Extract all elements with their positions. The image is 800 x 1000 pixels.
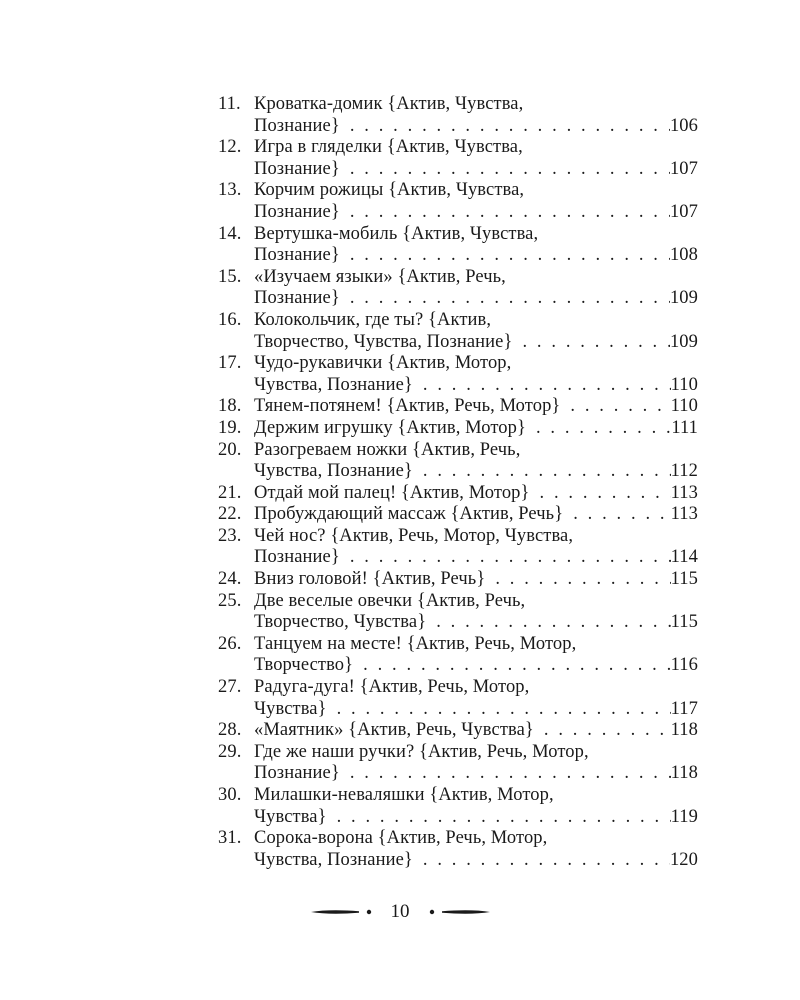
toc-entry-line xyxy=(218,288,698,310)
toc-entry xyxy=(218,137,698,180)
toc-entry-title: Танцуем на месте! {Актив, Речь, Мотор, xyxy=(254,633,577,654)
toc-entry-page: 110 xyxy=(670,396,698,417)
toc-entry-line xyxy=(218,483,698,505)
toc-leader-dots xyxy=(340,116,670,138)
toc-entry-line xyxy=(218,504,698,526)
toc-entry-number: 19. xyxy=(218,417,242,438)
toc-leader-dots xyxy=(340,245,670,267)
toc-leader-dots xyxy=(485,569,670,591)
toc-leader-dots xyxy=(327,807,671,829)
toc-entry-number: 16. xyxy=(218,309,242,330)
toc-entry-page: 113 xyxy=(670,482,698,503)
left-ornament-icon xyxy=(309,907,379,917)
toc-leader-dots xyxy=(426,612,670,634)
toc-entry xyxy=(218,224,698,267)
toc-entry-page: 112 xyxy=(670,461,698,482)
toc-entry-number: 21. xyxy=(218,482,242,503)
toc-entry-page: 113 xyxy=(670,504,698,525)
toc-entry-line xyxy=(218,137,698,159)
toc-entry-line xyxy=(218,224,698,246)
toc-leader-dots xyxy=(340,547,671,569)
toc-entry-line xyxy=(218,634,698,656)
toc-entry-page: 110 xyxy=(670,374,698,395)
toc-entry-line xyxy=(218,807,698,829)
toc-entry-line xyxy=(218,180,698,202)
toc-leader-dots xyxy=(413,850,670,872)
toc-entry-page: 117 xyxy=(670,698,698,719)
toc-entry xyxy=(218,828,698,871)
toc-entry-title: «Изучаем языки» {Актив, Речь, xyxy=(254,266,506,287)
right-ornament-icon xyxy=(422,907,492,917)
toc-entry-line xyxy=(218,547,698,569)
toc-entry-number: 12. xyxy=(218,137,242,158)
toc-leader-dots xyxy=(340,288,670,310)
toc-entry-line xyxy=(218,612,698,634)
toc-entry-title: Пробуждающий массаж {Актив, Речь} xyxy=(254,504,564,525)
toc-entry-page: 115 xyxy=(670,612,698,633)
toc-entry-title: Чувства, Познание} xyxy=(254,461,413,482)
toc-entry-title: Чудо-рукавички {Актив, Мотор, xyxy=(254,353,512,374)
toc-leader-dots xyxy=(534,720,671,742)
toc-entry-line xyxy=(218,267,698,289)
toc-entry-line xyxy=(218,526,698,548)
toc-entry-page: 107 xyxy=(669,158,698,179)
page-number: 10 xyxy=(390,901,410,922)
toc-entry-line xyxy=(218,353,698,375)
toc-entry-number: 31. xyxy=(218,828,242,849)
toc-entry xyxy=(218,526,698,569)
toc-entry-line xyxy=(218,245,698,267)
toc-entry-page: 116 xyxy=(670,655,698,676)
toc-entry-title: Вертушка-мобиль {Актив, Чувства, xyxy=(254,223,539,244)
toc-entry-number: 30. xyxy=(218,785,242,805)
toc-entry-title: Колокольчик, где ты? {Актив, xyxy=(254,309,492,330)
toc-entry-title: Две веселые овечки {Актив, Речь, xyxy=(254,590,526,611)
toc-entry-title: Познание} xyxy=(254,158,340,179)
page-footer xyxy=(0,899,800,925)
toc-entry-number: 25. xyxy=(218,590,242,611)
toc-entry-title: Милашки-неваляшки {Актив, Мотор, xyxy=(254,785,554,805)
toc-leader-dots xyxy=(560,396,670,418)
toc-entry xyxy=(218,785,698,828)
toc-entry-line xyxy=(218,655,698,677)
toc-entry-title: Разогреваем ножки {Актив, Речь, xyxy=(254,439,521,460)
toc-entry-title: Где же наши ручки? {Актив, Речь, Мотор, xyxy=(254,741,589,762)
toc-leader-dots xyxy=(353,655,670,677)
toc-entry-number: 11. xyxy=(218,94,241,114)
toc-entry-title: Радуга-дуга! {Актив, Речь, Мотор, xyxy=(254,677,530,698)
toc-entry-title: Чувства, Познание} xyxy=(254,374,413,395)
toc-entry-number: 15. xyxy=(218,266,242,287)
toc-entry-title: Игра в гляделки {Актив, Чувства, xyxy=(254,137,523,158)
toc-entry xyxy=(218,591,698,634)
toc-entry-title: «Маятник» {Актив, Речь, Чувства} xyxy=(254,720,534,741)
toc-entry-title: Чувства} xyxy=(254,806,327,827)
toc-entry-number: 17. xyxy=(218,353,242,374)
toc-entry xyxy=(218,180,698,223)
table-of-contents xyxy=(218,94,698,871)
toc-entry xyxy=(218,353,698,396)
toc-entry xyxy=(218,418,698,440)
toc-leader-dots xyxy=(526,418,671,440)
toc-entry-title: Познание} xyxy=(254,763,340,784)
toc-entry-line xyxy=(218,440,698,462)
toc-entry-line xyxy=(218,699,698,721)
toc-entry-line xyxy=(218,785,698,807)
toc-entry-number: 29. xyxy=(218,741,242,762)
toc-entry-number: 27. xyxy=(218,677,242,698)
toc-entry xyxy=(218,440,698,483)
toc-leader-dots xyxy=(563,504,670,526)
toc-entry-title: Держим игрушку {Актив, Мотор} xyxy=(254,417,526,438)
toc-entry-number: 23. xyxy=(218,525,242,546)
toc-entry xyxy=(218,569,698,591)
toc-entry xyxy=(218,634,698,677)
toc-entry-title: Кроватка-домик {Актив, Чувства, xyxy=(254,94,524,114)
toc-entry xyxy=(218,396,698,418)
toc-entry-title: Чувства, Познание} xyxy=(254,849,413,870)
toc-entry-line xyxy=(218,418,698,440)
toc-entry xyxy=(218,267,698,310)
toc-entry-title: Сорока-ворона {Актив, Речь, Мотор, xyxy=(254,828,548,849)
toc-entry xyxy=(218,677,698,720)
toc-entry-number: 26. xyxy=(218,633,242,654)
toc-entry-page: 118 xyxy=(670,763,698,784)
toc-entry-title: Познание} xyxy=(254,547,340,568)
toc-entry-page: 119 xyxy=(670,806,698,827)
toc-entry-number: 28. xyxy=(218,720,242,741)
toc-entry-line xyxy=(218,850,698,872)
toc-entry xyxy=(218,483,698,505)
toc-entry-line xyxy=(218,116,698,138)
toc-entry-line xyxy=(218,591,698,613)
toc-entry-title: Познание} xyxy=(254,245,340,266)
toc-entry-title: Познание} xyxy=(254,115,340,136)
toc-entry-title: Творчество, Чувства, Познание} xyxy=(254,331,513,352)
toc-entry-line xyxy=(218,461,698,483)
toc-entry-line xyxy=(218,310,698,332)
toc-entry-number: 24. xyxy=(218,569,242,590)
toc-leader-dots xyxy=(530,483,671,505)
toc-entry-line xyxy=(218,159,698,181)
toc-entry-page: 107 xyxy=(669,201,698,222)
toc-entry-line xyxy=(218,828,698,850)
toc-leader-dots xyxy=(340,159,670,181)
toc-entry-page: 115 xyxy=(670,569,698,590)
toc-entry-title: Вниз головой! {Актив, Речь} xyxy=(254,569,486,590)
toc-leader-dots xyxy=(340,202,670,224)
toc-entry-line xyxy=(218,332,698,354)
toc-entry-number: 20. xyxy=(218,439,242,460)
toc-entry-page: 120 xyxy=(669,849,698,870)
toc-leader-dots xyxy=(413,461,671,483)
toc-entry-line xyxy=(218,763,698,785)
toc-entry-number: 13. xyxy=(218,180,242,201)
toc-entry-title: Корчим рожицы {Актив, Чувства, xyxy=(254,180,525,201)
toc-entry-line xyxy=(218,94,698,116)
toc-entry-number: 18. xyxy=(218,396,242,417)
toc-entry-title: Отдай мой палец! {Актив, Мотор} xyxy=(254,482,530,503)
toc-entry-line xyxy=(218,375,698,397)
toc-entry-line xyxy=(218,202,698,224)
toc-entry-page: 109 xyxy=(669,331,698,352)
toc-entry xyxy=(218,94,698,137)
toc-entry-line xyxy=(218,396,698,418)
toc-entry-line xyxy=(218,720,698,742)
toc-entry-title: Познание} xyxy=(254,288,340,309)
toc-entry-line xyxy=(218,677,698,699)
toc-entry-title: Творчество, Чувства} xyxy=(254,612,427,633)
toc-entry-page: 108 xyxy=(669,245,698,266)
toc-entry-title: Чувства} xyxy=(254,698,327,719)
toc-entry-page: 118 xyxy=(670,720,698,741)
toc-entry-number: 14. xyxy=(218,223,242,244)
toc-leader-dots xyxy=(512,332,669,354)
toc-entry xyxy=(218,310,698,353)
toc-entry xyxy=(218,504,698,526)
toc-entry-line xyxy=(218,569,698,591)
toc-entry xyxy=(218,742,698,785)
toc-entry-page: 114 xyxy=(670,547,698,568)
toc-entry-title: Тянем-потянем! {Актив, Речь, Мотор} xyxy=(254,396,561,417)
toc-entry xyxy=(218,720,698,742)
toc-entry-title: Познание} xyxy=(254,201,340,222)
toc-leader-dots xyxy=(413,375,671,397)
toc-entry-title: Творчество} xyxy=(254,655,354,676)
toc-entry-page: 109 xyxy=(669,288,698,309)
toc-entry-title: Чей нос? {Актив, Речь, Мотор, Чувства, xyxy=(254,525,574,546)
toc-leader-dots xyxy=(340,763,671,785)
toc-entry-line xyxy=(218,742,698,764)
toc-leader-dots xyxy=(327,699,671,721)
toc-entry-number: 22. xyxy=(218,504,242,525)
toc-entry-page: 106 xyxy=(669,115,698,136)
toc-entry-page: 111 xyxy=(671,417,698,438)
